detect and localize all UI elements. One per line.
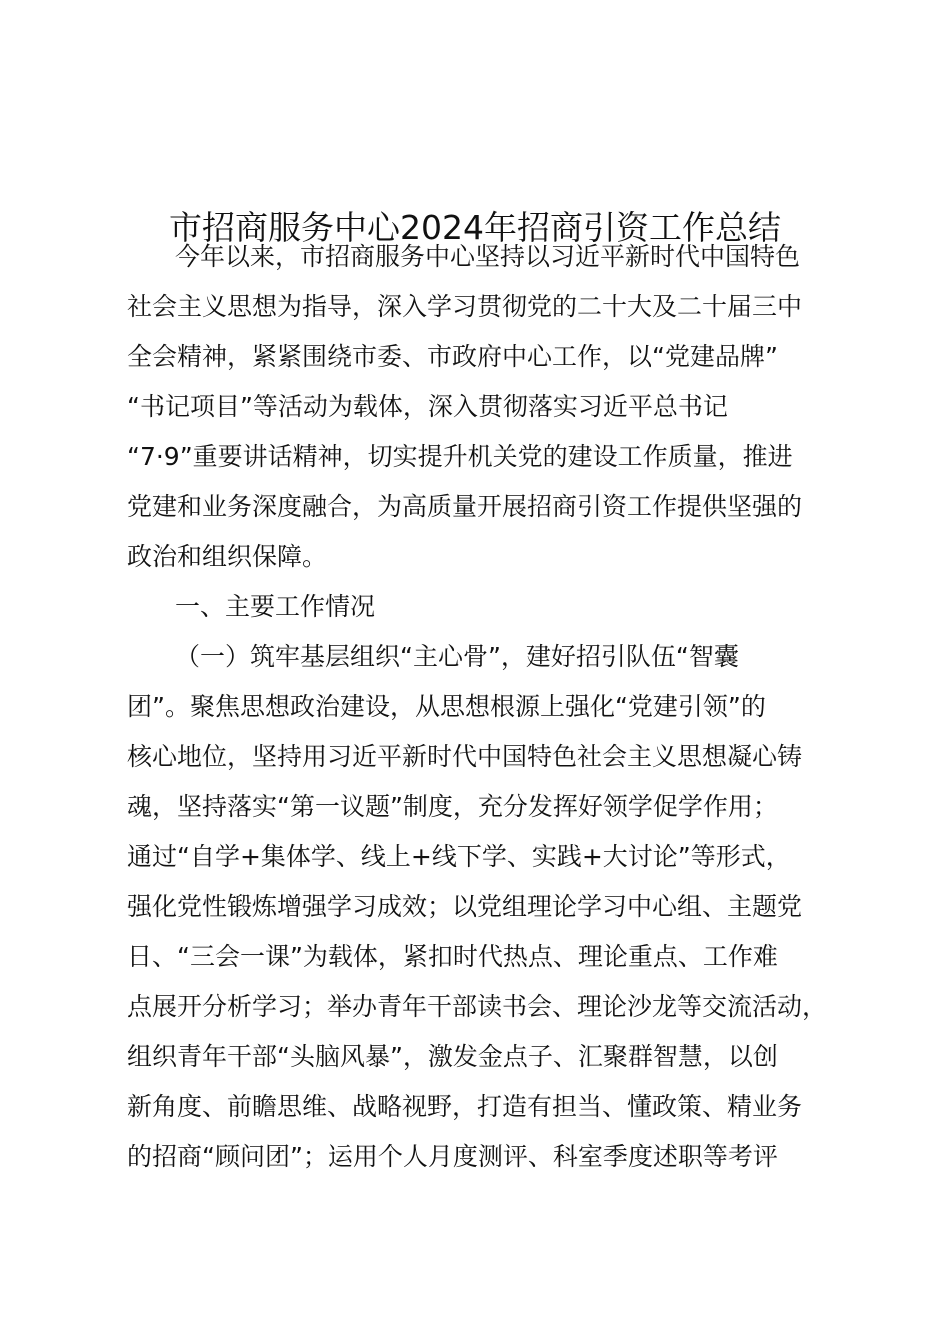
paragraph-line: 团”。聚焦思想政治建设，从思想根源上强化“党建引领”的 — [127, 692, 766, 721]
paragraph-line: 通过“自学+集体学、线上+线下学、实践+大讨论”等形式， — [127, 842, 791, 871]
paragraph-line: 政治和组织保障。 — [127, 542, 328, 571]
paragraph-line: 组织青年干部“头脑风暴”，激发金点子、汇聚群智慧，以创 — [127, 1042, 778, 1071]
paragraph-line: 新角度、前瞻思维、战略视野，打造有担当、懂政策、精业务 — [127, 1092, 803, 1121]
paragraph-line: （一）筑牢基层组织“主心骨”，建好招引队伍“智囊 — [175, 642, 739, 671]
paragraph-line: 社会主义思想为指导，深入学习贯彻党的二十大及二十届三中 — [127, 292, 803, 321]
paragraph-line: 日、“三会一课”为载体，紧扣时代热点、理论重点、工作难 — [127, 942, 778, 971]
paragraph-line: “7·9”重要讲话精神，切实提升机关党的建设工作质量，推进 — [127, 442, 793, 471]
paragraph-line: “书记项目”等活动为载体，深入贯彻落实习近平总书记 — [127, 392, 728, 421]
paragraph-line: 党建和业务深度融合，为高质量开展招商引资工作提供坚强的 — [127, 492, 803, 521]
document-title: 市招商服务中心2024年招商引资工作总结 — [169, 208, 781, 248]
section-heading: 一、主要工作情况 — [175, 592, 376, 621]
paragraph-line: 核心地位，坚持用习近平新时代中国特色社会主义思想凝心铸 — [127, 742, 803, 771]
paragraph-line: 强化党性锻炼增强学习成效；以党组理论学习中心组、主题党 — [127, 892, 803, 921]
paragraph-line: 魂，坚持落实“第一议题”制度，充分发挥好领学促学作用； — [127, 792, 778, 821]
paragraph-line: 全会精神，紧紧围绕市委、市政府中心工作，以“党建品牌” — [127, 342, 778, 371]
paragraph-line: 今年以来，市招商服务中心坚持以习近平新时代中国特色 — [175, 242, 801, 271]
paragraph-line: 的招商“顾问团”；运用个人月度测评、科室季度述职等考评 — [127, 1142, 778, 1171]
paragraph-line: 点展开分析学习；举办青年干部读书会、理论沙龙等交流活动， — [127, 992, 828, 1021]
